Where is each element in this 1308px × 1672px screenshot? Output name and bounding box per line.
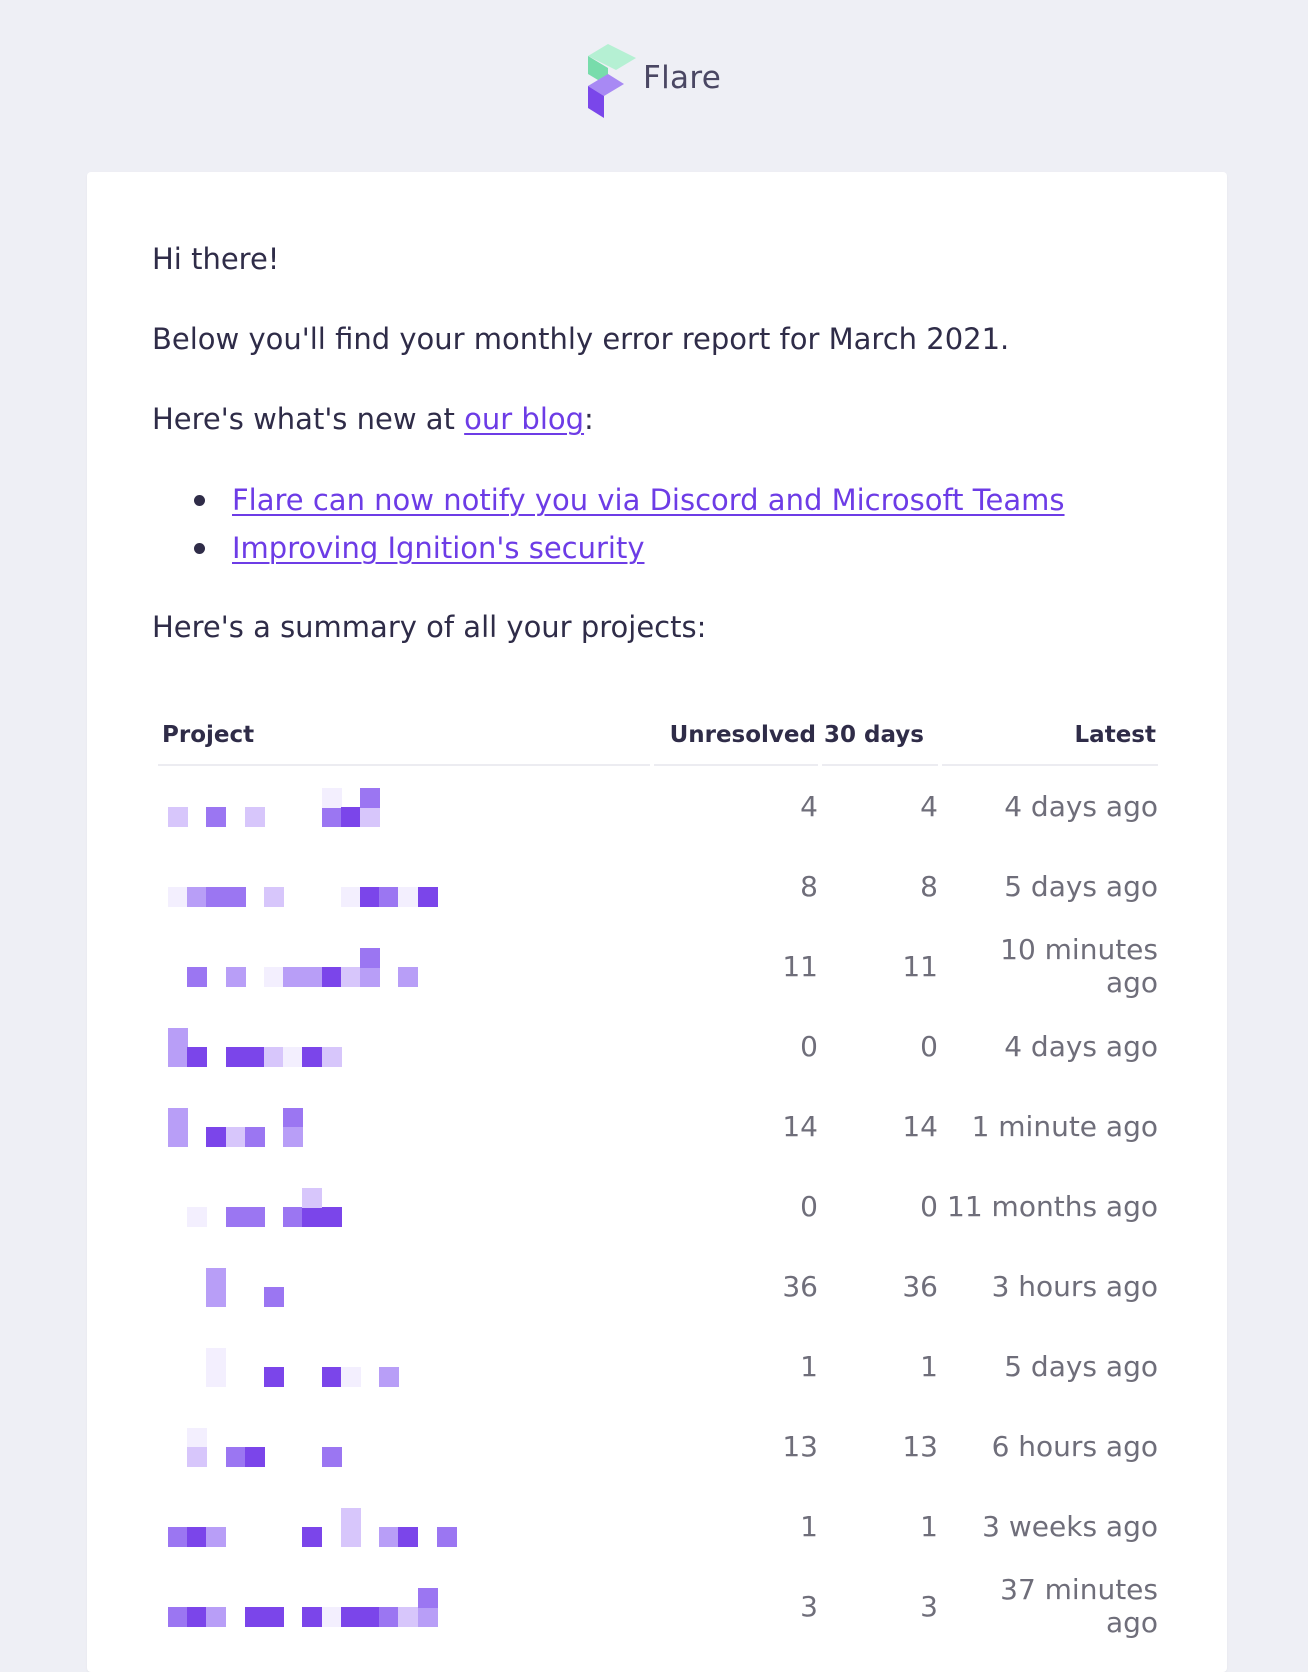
redaction-pixel xyxy=(283,1207,303,1227)
blog-line xyxy=(152,400,594,438)
unresolved-count: 1 xyxy=(800,1349,818,1383)
redaction-pixel xyxy=(341,967,361,987)
redaction-pixel xyxy=(302,1188,322,1208)
latest-time: 37 minutes ago xyxy=(1000,1573,1158,1639)
blog-prefix: Here's what's new at xyxy=(152,402,465,436)
redaction-pixel xyxy=(168,1527,188,1547)
header-project: Project xyxy=(158,706,650,766)
email-card xyxy=(87,172,1227,1672)
unresolved-count: 0 xyxy=(800,1029,818,1063)
blog-post-link[interactable]: Flare can now notify you via Discord and Microsoft Teams xyxy=(232,483,1065,517)
thirty-day-count: 13 xyxy=(902,1429,938,1463)
unresolved-count: 36 xyxy=(782,1269,818,1303)
unresolved-count: 3 xyxy=(800,1589,818,1623)
latest-time: 1 minute ago xyxy=(971,1109,1158,1143)
project-name-redacted[interactable] xyxy=(158,766,650,846)
redaction-pixel xyxy=(187,1447,207,1467)
unresolved-count: 4 xyxy=(800,789,818,823)
redaction-pixel xyxy=(302,967,322,987)
blog-link[interactable]: our blog xyxy=(464,402,585,436)
redaction-pixel xyxy=(206,1527,226,1547)
redaction-pixel xyxy=(168,1047,188,1067)
redaction-pixel xyxy=(379,1367,399,1387)
redaction-pixel xyxy=(206,1348,226,1368)
blog-post-list xyxy=(152,476,1065,572)
unresolved-count: 14 xyxy=(782,1109,818,1143)
redaction-pixel xyxy=(264,967,284,987)
redaction-pixel xyxy=(322,1367,342,1387)
redaction-pixel xyxy=(206,887,226,907)
redaction-pixel xyxy=(398,887,418,907)
redaction-pixel xyxy=(379,887,399,907)
redaction-pixel xyxy=(283,1108,303,1128)
redaction-pixel xyxy=(245,1127,265,1147)
redaction-pixel xyxy=(226,1047,246,1067)
project-name-redacted[interactable] xyxy=(158,1166,650,1246)
redaction-pixel xyxy=(245,1047,265,1067)
redaction-pixel xyxy=(245,1207,265,1227)
thirty-day-count: 4 xyxy=(920,789,938,823)
project-name-redacted[interactable] xyxy=(158,1486,650,1566)
redaction-pixel xyxy=(360,948,380,968)
redaction-pixel xyxy=(187,1047,207,1067)
project-name-redacted[interactable] xyxy=(158,926,650,1006)
unresolved-count: 8 xyxy=(800,869,818,903)
latest-time: 6 hours ago xyxy=(991,1429,1158,1463)
redaction-pixel xyxy=(341,807,361,827)
redaction-pixel xyxy=(187,1207,207,1227)
project-name-redacted[interactable] xyxy=(158,1246,650,1326)
thirty-day-count: 0 xyxy=(920,1189,938,1223)
redaction-pixel xyxy=(322,1207,342,1227)
redaction-pixel xyxy=(187,1527,207,1547)
latest-time: 5 days ago xyxy=(1004,869,1158,903)
redaction-pixel xyxy=(283,967,303,987)
redaction-pixel xyxy=(360,967,380,987)
summary-text: Here's a summary of all your projects: xyxy=(152,610,707,644)
unresolved-count: 11 xyxy=(782,949,818,983)
redaction-pixel xyxy=(206,1367,226,1387)
table-row[interactable] xyxy=(158,846,1158,926)
redaction-pixel xyxy=(206,1287,226,1307)
redaction-pixel xyxy=(264,1287,284,1307)
table-row[interactable] xyxy=(158,1406,1158,1486)
thirty-day-count: 0 xyxy=(920,1029,938,1063)
table-row[interactable] xyxy=(158,926,1158,1006)
redaction-pixel xyxy=(360,1607,380,1627)
redaction-pixel xyxy=(226,967,246,987)
table-row[interactable] xyxy=(158,1246,1158,1326)
project-name-redacted[interactable] xyxy=(158,846,650,926)
redaction-pixel xyxy=(302,1527,322,1547)
latest-time: 3 hours ago xyxy=(991,1269,1158,1303)
redaction-pixel xyxy=(398,1527,418,1547)
redaction-pixel xyxy=(302,1047,322,1067)
redaction-pixel xyxy=(360,788,380,808)
redaction-pixel xyxy=(187,1428,207,1448)
redaction-pixel xyxy=(187,887,207,907)
header-unresolved: Unresolved xyxy=(654,706,818,766)
redaction-pixel xyxy=(168,807,188,827)
redaction-pixel xyxy=(283,1047,303,1067)
redaction-pixel xyxy=(379,1607,399,1627)
redaction-pixel xyxy=(168,1127,188,1147)
list-item xyxy=(152,524,1065,572)
redaction-pixel xyxy=(264,1367,284,1387)
table-row[interactable] xyxy=(158,1086,1158,1166)
list-item xyxy=(152,476,1065,524)
redaction-pixel xyxy=(264,1607,284,1627)
redaction-pixel xyxy=(418,1588,438,1608)
thirty-day-count: 8 xyxy=(920,869,938,903)
thirty-day-count: 11 xyxy=(902,949,938,983)
redaction-pixel xyxy=(245,1607,265,1627)
redaction-pixel xyxy=(341,1527,361,1547)
project-name-redacted[interactable] xyxy=(158,1006,650,1086)
redaction-pixel xyxy=(226,887,246,907)
redaction-pixel xyxy=(187,1607,207,1627)
redaction-pixel xyxy=(322,1607,342,1627)
redaction-pixel xyxy=(322,807,342,827)
project-name-redacted[interactable] xyxy=(158,1406,650,1486)
redaction-pixel xyxy=(187,967,207,987)
redaction-pixel xyxy=(168,1028,188,1048)
redaction-pixel xyxy=(322,1447,342,1467)
blog-post-link[interactable]: Improving Ignition's security xyxy=(232,531,645,565)
table-header-row xyxy=(158,706,1158,766)
redaction-pixel xyxy=(341,1508,361,1528)
redaction-pixel xyxy=(245,1447,265,1467)
project-name-redacted[interactable] xyxy=(158,1566,650,1646)
redaction-pixel xyxy=(283,1127,303,1147)
thirty-day-count: 14 xyxy=(902,1109,938,1143)
redaction-pixel xyxy=(206,1268,226,1288)
unresolved-count: 13 xyxy=(782,1429,818,1463)
redaction-pixel xyxy=(168,1607,188,1627)
redaction-pixel xyxy=(322,967,342,987)
redaction-pixel xyxy=(379,1527,399,1547)
intro-text: Below you'll find your monthly error report for March 2021. xyxy=(152,322,1010,356)
blog-suffix: : xyxy=(584,402,594,436)
redaction-pixel xyxy=(360,887,380,907)
header-latest: Latest xyxy=(942,706,1158,766)
latest-time: 5 days ago xyxy=(1004,1349,1158,1383)
redaction-pixel xyxy=(206,1127,226,1147)
redaction-pixel xyxy=(264,1047,284,1067)
email-header xyxy=(0,42,1308,122)
latest-time: 10 minutes ago xyxy=(1000,933,1158,999)
unresolved-count: 0 xyxy=(800,1189,818,1223)
project-name-redacted[interactable] xyxy=(158,1086,650,1166)
latest-time: 4 days ago xyxy=(1004,1029,1158,1063)
redaction-pixel xyxy=(302,1607,322,1627)
redaction-pixel xyxy=(398,1607,418,1627)
table-row[interactable] xyxy=(158,766,1158,846)
thirty-day-count: 3 xyxy=(920,1589,938,1623)
thirty-day-count: 1 xyxy=(920,1349,938,1383)
redaction-pixel xyxy=(226,1207,246,1227)
redaction-pixel xyxy=(418,1607,438,1627)
redaction-pixel xyxy=(341,1367,361,1387)
thirty-day-count: 1 xyxy=(920,1509,938,1543)
redaction-pixel xyxy=(206,1607,226,1627)
table-row[interactable] xyxy=(158,1166,1158,1246)
redaction-pixel xyxy=(245,807,265,827)
redaction-pixel xyxy=(206,807,226,827)
flare-logo-icon xyxy=(586,42,636,118)
latest-time: 3 weeks ago xyxy=(982,1509,1158,1543)
redaction-pixel xyxy=(322,788,342,808)
redaction-pixel xyxy=(302,1207,322,1227)
redaction-pixel xyxy=(168,887,188,907)
redaction-pixel xyxy=(264,887,284,907)
redaction-pixel xyxy=(341,887,361,907)
table-row[interactable] xyxy=(158,1326,1158,1406)
projects-table xyxy=(154,706,1162,1646)
redaction-pixel xyxy=(226,1447,246,1467)
redaction-pixel xyxy=(360,807,380,827)
redaction-pixel xyxy=(226,1127,246,1147)
table-row[interactable] xyxy=(158,1486,1158,1566)
latest-time: 4 days ago xyxy=(1004,789,1158,823)
greeting: Hi there! xyxy=(152,242,280,276)
project-name-redacted[interactable] xyxy=(158,1326,650,1406)
brand-name: Flare xyxy=(643,60,722,96)
redaction-pixel xyxy=(341,1607,361,1627)
redaction-pixel xyxy=(418,887,438,907)
latest-time: 11 months ago xyxy=(947,1189,1158,1223)
header-30-days: 30 days xyxy=(822,706,938,766)
thirty-day-count: 36 xyxy=(902,1269,938,1303)
unresolved-count: 1 xyxy=(800,1509,818,1543)
redaction-pixel xyxy=(168,1108,188,1128)
redaction-pixel xyxy=(398,967,418,987)
redaction-pixel xyxy=(437,1527,457,1547)
redaction-pixel xyxy=(322,1047,342,1067)
table-row[interactable] xyxy=(158,1006,1158,1086)
table-row[interactable] xyxy=(158,1566,1158,1646)
